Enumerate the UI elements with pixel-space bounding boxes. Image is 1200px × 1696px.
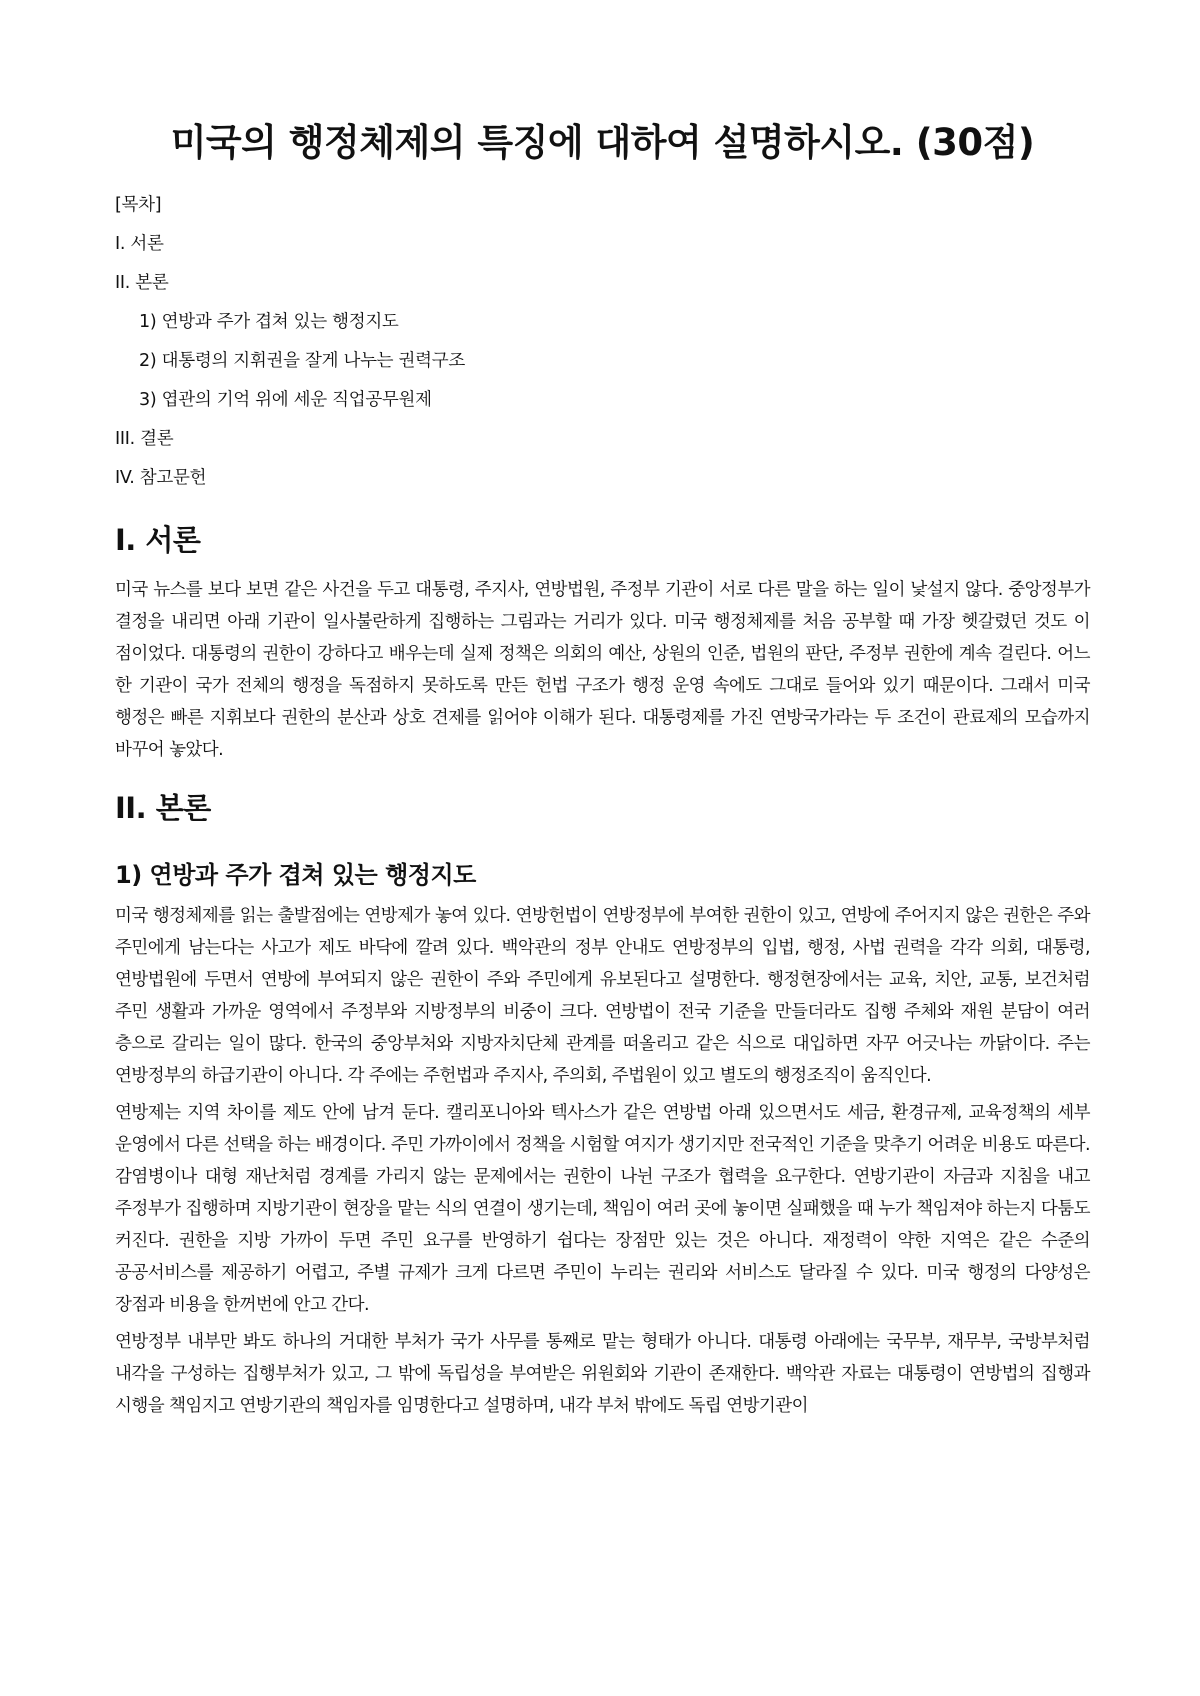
body-paragraph: 미국 뉴스를 보다 보면 같은 사건을 두고 대통령, 주지사, 연방법원, 주정부 기관이 서로 다른 말을 하는 일이 낯설지 않다. 중앙정부가 결정을 내리면 아래 기관이 일사불란하게 집행하는 그림과는 거리가 있다. 미국 행정체제를 처음 공부할 때 가장 헷갈렸던 것도 이 점이었다. 대통령의 권한이 강하다고 배우는데 실제 정책은 의회의 예산, 상원의 인준, 법원의 판단, 주정부 권한에 계속 걸린다. 어느 한 기관이 국가 전체의 행정을 독점하지 못하도록 만든 헌법 구조가 행정 운영 속에도 그대로 들어와 있기 때문이다. 그래서 미국 행정은 빠른 지휘보다 권한의 분산과 상호 견제를 읽어야 이해가 된다. 대통령제를 가진 연방국가라는 두 조건이 관료제의 모습까지 바꾸어 놓았다. [115, 580, 1090, 760]
section-heading-introduction: I. 서론 [115, 523, 201, 557]
document-title: 미국의 행정체제의 특징에 대하여 설명하시오. (30점) [170, 121, 1035, 164]
toc-item: IV. 참고문헌 [115, 468, 207, 488]
table-of-contents [115, 186, 1090, 498]
subsection-heading: 1) 연방과 주가 겹쳐 있는 행정지도 [115, 861, 476, 889]
toc-heading: [목차] [115, 195, 162, 215]
body-paragraph: 미국 행정체제를 읽는 출발점에는 연방제가 놓여 있다. 연방헌법이 연방정부에 부여한 권한이 있고, 연방에 주어지지 않은 권한은 주와 주민에게 남는다는 사고가 제도 바닥에 깔려 있다. 백악관의 정부 안내도 연방정부의 입법, 행정, 사법 권력을 각각 의회, 대통령, 연방법원에 두면서 연방에 부여되지 않은 권한이 주와 주민에게 유보된다고 설명한다. 행정현장에서는 교육, 치안, 교통, 보건처럼 주민 생활과 가까운 영역에서 주정부와 지방정부의 비중이 크다. 연방법이 전국 기준을 만들더라도 집행 주체와 재원 분담이 여러 층으로 갈리는 일이 많다. 한국의 중앙부처와 지방자치단체 관계를 떠올리고 같은 식으로 대입하면 자꾸 어긋나는 까닭이다. 주는 연방정부의 하급기관이 아니다. 각 주에는 주헌법과 주지사, 주의회, 주법원이 있고 별도의 행정조직이 움직인다. [115, 906, 1090, 1086]
toc-item: II. 본론 [115, 273, 169, 293]
body-paragraph: 연방정부 내부만 봐도 하나의 거대한 부처가 국가 사무를 통째로 맡는 형태가 아니다. 대통령 아래에는 국무부, 재무부, 국방부처럼 내각을 구성하는 집행부처가 있고, 그 밖에 독립성을 부여받은 위원회와 기관이 존재한다. 백악관 자료는 대통령이 연방법의 집행과 시행을 책임지고 연방기관의 책임자를 임명한다고 설명하며, 내각 부처 밖에도 독립 연방기관이 [115, 1332, 1090, 1416]
toc-item: III. 결론 [115, 429, 174, 449]
body-paragraph: 연방제는 지역 차이를 제도 안에 남겨 둔다. 캘리포니아와 텍사스가 같은 연방법 아래 있으면서도 세금, 환경규제, 교육정책의 세부 운영에서 다른 선택을 하는 배경이다. 주민 가까이에서 정책을 시험할 여지가 생기지만 전국적인 기준을 맞추기 어려운 비용도 따른다. 감염병이나 대형 재난처럼 경계를 가리지 않는 문제에서는 권한이 나뉜 구조가 협력을 요구한다. 연방기관이 자금과 지침을 내고 주정부가 집행하며 지방기관이 현장을 맡는 식의 연결이 생기는데, 책임이 여러 곳에 놓이면 실패했을 때 누가 책임져야 하는지 다툼도 커진다. 권한을 지방 가까이 두면 주민 요구를 반영하기 쉽다는 장점만 있는 것은 아니다. 재정력이 약한 지역은 같은 수준의 공공서비스를 제공하기 어렵고, 주별 규제가 크게 다르면 주민이 누리는 권리와 서비스도 달라질 수 있다. 미국 행정의 다양성은 장점과 비용을 한꺼번에 안고 간다. [115, 1103, 1090, 1315]
section-heading-main-body: II. 본론 [115, 791, 211, 825]
toc-subitem: 2) 대통령의 지휘권을 잘게 나누는 권력구조 [139, 351, 465, 371]
toc-item: I. 서론 [115, 234, 164, 254]
toc-subitem: 3) 엽관의 기억 위에 세운 직업공무원제 [139, 390, 432, 410]
toc-subitem: 1) 연방과 주가 겹쳐 있는 행정지도 [139, 312, 399, 332]
